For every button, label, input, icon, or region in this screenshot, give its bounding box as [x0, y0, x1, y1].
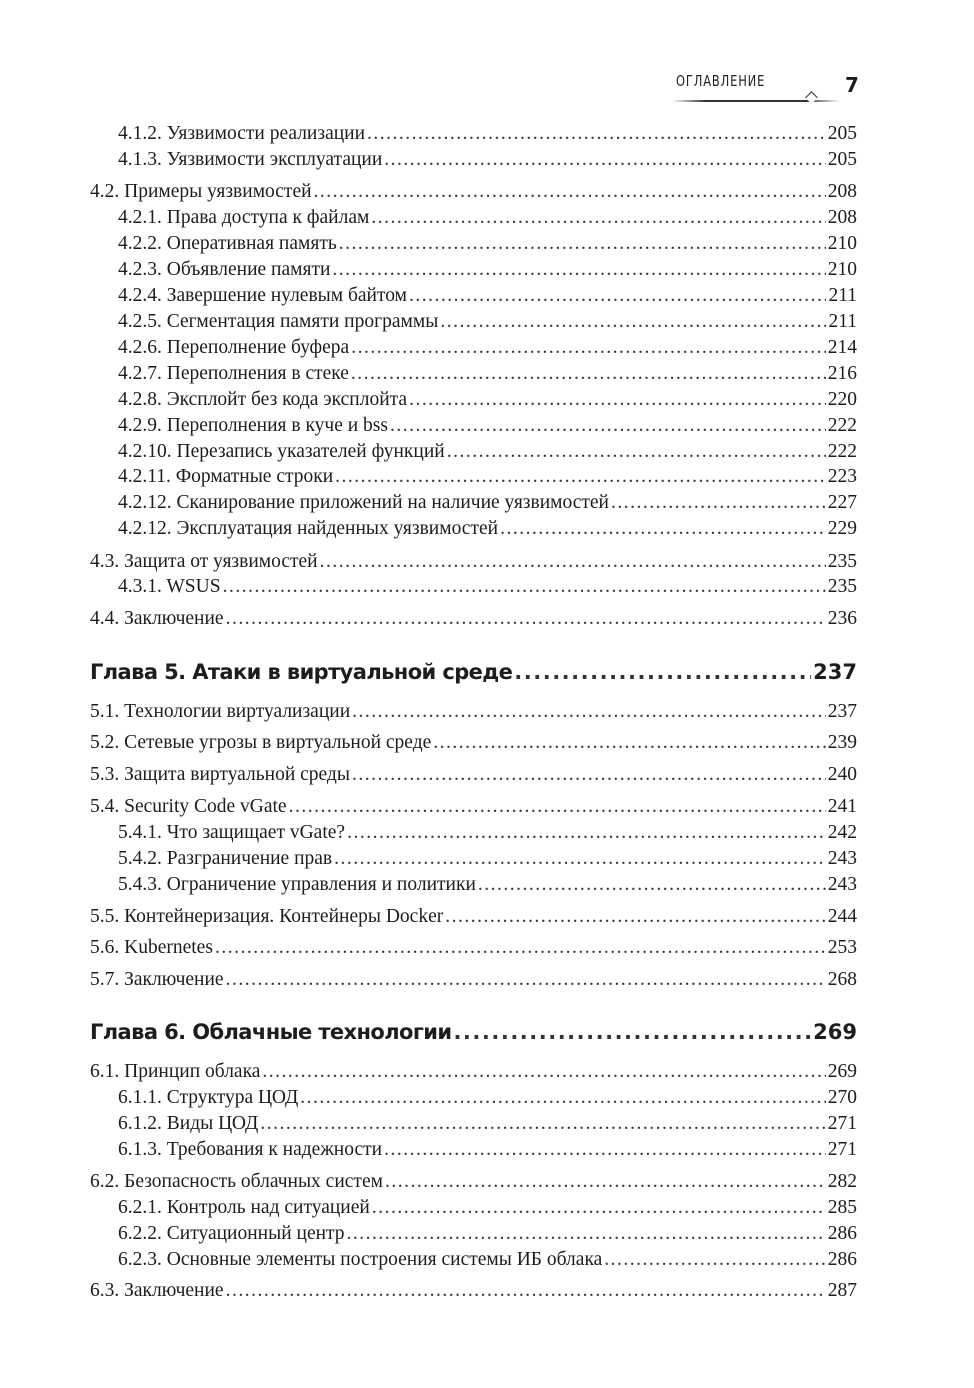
toc-entry-page: 222: [827, 441, 857, 462]
toc-entry: [118, 1138, 857, 1162]
toc-entry-page: 222: [827, 415, 857, 436]
toc-entry-page: 229: [827, 518, 857, 539]
toc-entry-page: 268: [827, 969, 857, 990]
toc-entry-page: 243: [827, 848, 857, 869]
toc-entry-title: 5.2. Сетевые угрозы в виртуальной среде: [90, 732, 432, 753]
toc-entry: [118, 232, 857, 256]
dot-leader: [334, 847, 826, 871]
dot-leader: [514, 658, 811, 686]
toc-entry: [118, 362, 857, 386]
dot-leader: [384, 1138, 826, 1162]
toc-entry-title: 5.4.2. Разграничение прав: [118, 848, 333, 869]
dot-leader: [223, 575, 826, 599]
toc-entry-title: 4.1.2. Уязвимости реализации: [118, 123, 366, 144]
toc-entry-title: 4.3.1. WSUS: [118, 576, 221, 597]
toc-entry-title: 4.2.9. Переполнения в куче и bss: [118, 415, 388, 436]
toc-entry: [90, 1170, 857, 1194]
toc-entry-title: 5.7. Заключение: [90, 969, 224, 990]
toc-entry: [118, 1196, 857, 1220]
toc-entry-page: 286: [827, 1249, 857, 1270]
toc-entry-title: 4.2.12. Сканирование приложений на наличие уязвимостей: [118, 492, 609, 513]
toc-entry-title: 6.1.3. Требования к надежности: [118, 1139, 383, 1160]
toc-entry-page: 208: [827, 181, 857, 202]
dot-leader: [604, 1248, 825, 1272]
dot-leader: [215, 936, 826, 960]
dot-leader: [260, 1112, 825, 1136]
toc-entry: [118, 517, 857, 541]
toc-entry-page: 285: [827, 1197, 857, 1218]
dot-leader: [335, 465, 826, 489]
toc-entry-title: 6.1.1. Структура ЦОД: [118, 1087, 299, 1108]
toc-entry: [118, 575, 857, 599]
dot-leader: [385, 1170, 826, 1194]
toc-entry-title: 5.4.3. Ограничение управления и политики: [118, 874, 476, 895]
dot-leader: [262, 1060, 825, 1084]
dot-leader: [226, 1279, 826, 1303]
toc-entry: [90, 936, 857, 960]
dot-leader: [433, 731, 825, 755]
dot-leader: [314, 180, 826, 204]
toc-entry-title: 6.2.3. Основные элементы построения системы ИБ облака: [118, 1249, 603, 1270]
toc-entry-page: 223: [827, 466, 857, 487]
toc-entry: [118, 873, 857, 897]
toc-entry-page: 236: [827, 608, 857, 629]
dot-leader: [320, 550, 826, 574]
dot-leader: [351, 362, 826, 386]
toc-entry-page: 282: [827, 1171, 857, 1192]
toc-entry: [90, 763, 857, 787]
toc-entry-title: 6.3. Заключение: [90, 1280, 224, 1301]
toc-entry-title: 4.2.11. Форматные строки: [118, 466, 334, 487]
toc-entry: [90, 1279, 857, 1303]
toc-entry-page: 271: [827, 1113, 857, 1134]
dot-leader: [300, 1086, 825, 1110]
toc-entry-title: 4.2.1. Права доступа к файлам: [118, 207, 370, 228]
toc-entry-page: 253: [827, 937, 857, 958]
toc-entry-page: 227: [827, 492, 857, 513]
toc-entry: [118, 491, 857, 515]
toc-entry: [118, 310, 857, 334]
toc-entry-page: 216: [827, 363, 857, 384]
dot-leader: [611, 491, 826, 515]
dot-leader: [351, 336, 826, 360]
toc-entry: [118, 1112, 857, 1136]
dot-leader: [440, 310, 826, 334]
toc-entry-title: 4.2.10. Перезапись указателей функций: [118, 441, 445, 462]
dot-leader: [226, 968, 826, 992]
dot-leader: [445, 905, 826, 929]
toc-entry-page: 269: [813, 1020, 857, 1044]
toc-entry-title: 4.2.4. Завершение нулевым байтом: [118, 285, 407, 306]
toc-entry-page: 241: [827, 796, 857, 817]
toc-entry: [90, 700, 857, 724]
toc-entry-page: 240: [827, 764, 857, 785]
toc-chapter-entry: [90, 658, 857, 686]
toc-entry-title: Глава 6. Облачные технологии: [90, 1020, 452, 1044]
dot-leader: [352, 763, 826, 787]
toc-entry-page: 239: [827, 732, 857, 753]
toc-entry: [90, 731, 857, 755]
toc-entry-title: 4.2.3. Объявление памяти: [118, 259, 331, 280]
dot-leader: [409, 284, 826, 308]
header-section-title: ОГЛАВЛЕНИЕ: [676, 72, 766, 90]
toc-entry: [118, 1248, 857, 1272]
dot-leader: [447, 440, 826, 464]
toc-entry-page: 220: [827, 389, 857, 410]
toc-entry-title: 4.2.12. Эксплуатация найденных уязвимостей: [118, 518, 499, 539]
toc-entry: [118, 284, 857, 308]
dot-leader: [500, 517, 826, 541]
dot-leader: [289, 795, 826, 819]
toc-entry: [118, 465, 857, 489]
page-number: 7: [845, 73, 859, 97]
toc-entry-page: 271: [827, 1139, 857, 1160]
toc-entry-page: 208: [827, 207, 857, 228]
dot-leader: [478, 873, 826, 897]
dot-leader: [367, 122, 826, 146]
toc-entry-title: 6.1. Принцип облака: [90, 1061, 261, 1082]
toc-entry: [118, 122, 857, 146]
dot-leader: [390, 414, 826, 438]
dot-leader: [332, 258, 825, 282]
dot-leader: [371, 206, 825, 230]
toc-entry: [118, 336, 857, 360]
toc-entry-page: 286: [827, 1223, 857, 1244]
toc-entry: [90, 968, 857, 992]
toc-entry: [118, 440, 857, 464]
toc-entry: [118, 414, 857, 438]
toc-entry-page: 235: [827, 576, 857, 597]
toc-entry-page: 214: [827, 337, 857, 358]
toc-entry: [118, 388, 857, 412]
toc-entry-title: 6.2.2. Ситуационный центр: [118, 1223, 345, 1244]
toc-entry: [90, 905, 857, 929]
toc-entry: [118, 821, 857, 845]
toc-entry-page: 242: [827, 822, 857, 843]
dot-leader: [453, 1018, 811, 1046]
toc-entry: [118, 1222, 857, 1246]
toc-entry-title: 5.4. Security Code vGate: [90, 796, 287, 817]
toc-entry-title: 5.6. Kubernetes: [90, 937, 213, 958]
toc-entry-page: 287: [827, 1280, 857, 1301]
toc-entry-page: 205: [827, 149, 857, 170]
toc-entry-title: 6.2. Безопасность облачных систем: [90, 1171, 383, 1192]
toc-entry-page: 243: [827, 874, 857, 895]
toc-entry-title: 4.2.7. Переполнения в стеке: [118, 363, 349, 384]
toc-entry-page: 205: [827, 123, 857, 144]
toc-entry-page: 269: [827, 1061, 857, 1082]
toc-entry-page: 210: [827, 259, 857, 280]
toc-chapter-entry: [90, 1018, 857, 1046]
toc-entry: [90, 180, 857, 204]
toc-entry-page: 210: [827, 233, 857, 254]
toc-entry-page: 237: [813, 660, 857, 684]
toc-entry: [118, 1086, 857, 1110]
toc-entry-title: 4.2.6. Переполнение буфера: [118, 337, 350, 358]
toc-entry-title: 6.2.1. Контроль над ситуацией: [118, 1197, 370, 1218]
toc-entry-title: 5.5. Контейнеризация. Контейнеры Docker: [90, 906, 444, 927]
dot-leader: [372, 1196, 826, 1220]
toc-entry-title: 4.1.3. Уязвимости эксплуатации: [118, 149, 383, 170]
dot-leader: [384, 148, 825, 172]
toc-entry-title: 4.2.5. Сегментация памяти программы: [118, 311, 439, 332]
toc-entry-page: 244: [827, 906, 857, 927]
toc-entry-page: 237: [827, 701, 857, 722]
toc-entry: [90, 550, 857, 574]
toc-entry: [90, 795, 857, 819]
toc-entry-page: 211: [828, 285, 857, 306]
toc-entry-title: 4.2.2. Оперативная память: [118, 233, 337, 254]
toc-entry-page: 270: [827, 1087, 857, 1108]
toc-entry-page: 235: [827, 551, 857, 572]
toc-entry: [118, 847, 857, 871]
toc-entry-title: Глава 5. Атаки в виртуальной среде: [90, 660, 513, 684]
toc-entry: [118, 148, 857, 172]
toc-entry-title: 5.4.1. Что защищает vGate?: [118, 822, 346, 843]
dot-leader: [339, 232, 826, 256]
toc-entry: [90, 1060, 857, 1084]
toc-entry-title: 4.4. Заключение: [90, 608, 224, 629]
toc-entry-title: 4.2. Примеры уязвимостей: [90, 181, 312, 202]
dot-leader: [409, 388, 826, 412]
toc-entry-title: 4.3. Защита от уязвимостей: [90, 551, 318, 572]
toc-entry-title: 6.1.2. Виды ЦОД: [118, 1113, 259, 1134]
toc-entry-title: 4.2.8. Эксплойт без кода эксплойта: [118, 389, 408, 410]
toc-entry: [90, 607, 857, 631]
dot-leader: [352, 700, 826, 724]
toc-entry: [118, 206, 857, 230]
toc-entry-title: 5.1. Технологии виртуализации: [90, 701, 351, 722]
dot-leader: [347, 1222, 826, 1246]
dot-leader: [347, 821, 826, 845]
toc-entry-title: 5.3. Защита виртуальной среды: [90, 764, 350, 785]
dot-leader: [226, 607, 826, 631]
toc-entry-page: 211: [828, 311, 857, 332]
toc-entry: [118, 258, 857, 282]
